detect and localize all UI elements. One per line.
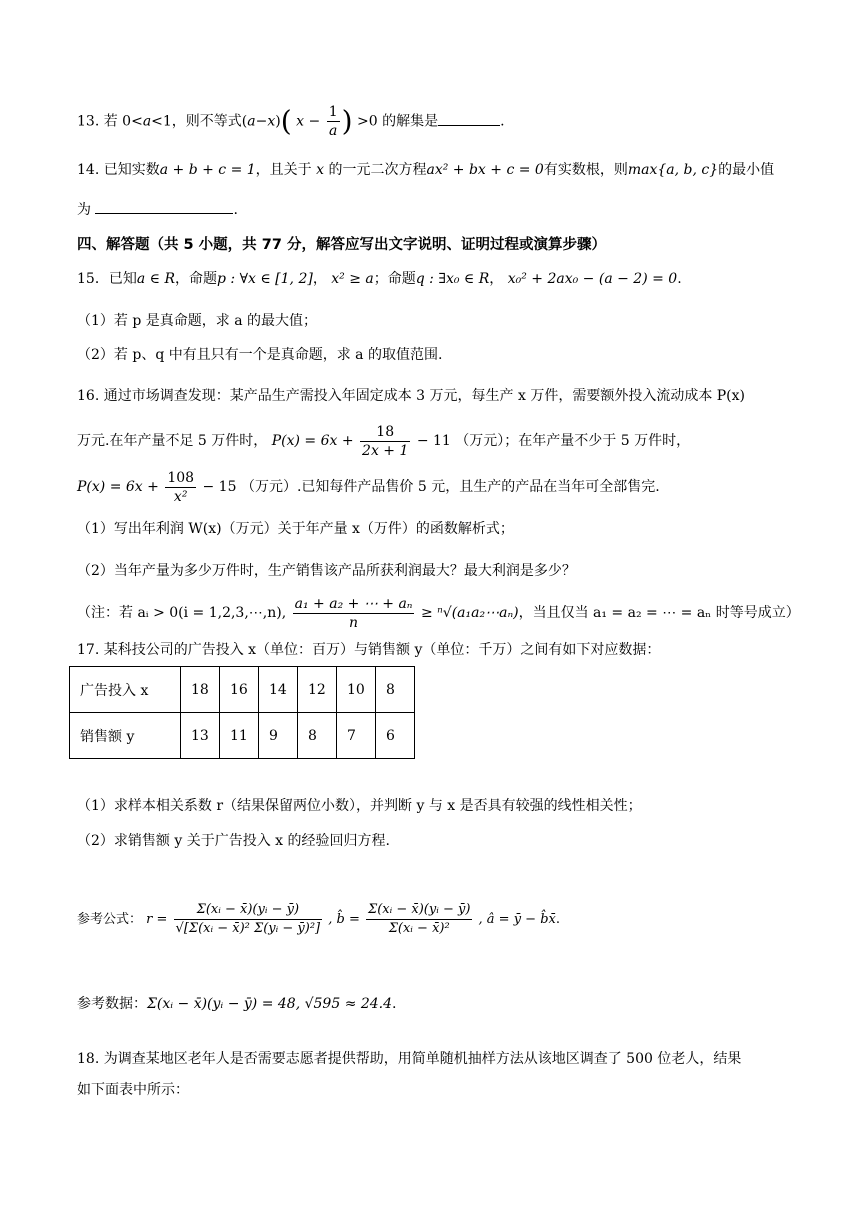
question-16-note: （注：若 aᵢ > 0(i = 1,2,3,⋯,n), $\frac{\text{a₁ + a₂ + ⋯ + aₙ}}{n}$ ≥ ⁿ√(a₁a₂⋯aₙ)，当且仅当 a₁ = a₂ = ⋯ = aₙ 时等号成立） — [77, 595, 800, 631]
reference-formula: 参考公式： r = $\frac{\text{Σ(xᵢ − x̄)(yᵢ − ȳ)}}{\text{√[Σ(xᵢ − x̄)² Σ(yᵢ − ȳ)²]}}$ , b̂ = $\frac{\text{Σ(xᵢ − x̄)(yᵢ − ȳ)}}{\text{Σ(xᵢ − x̄)²}}$ , â = ȳ − b̂x̄. — [77, 902, 560, 936]
table-cell: 10 — [337, 667, 376, 713]
answer-blank-14 — [95, 213, 233, 214]
question-16-line2: 万元.在年产量不足 5 万件时， P(x) = 6x + $\frac{18}{2x + 1}$ − 11 （万元）；在年产量不少于 5 万件时， — [77, 423, 691, 459]
answer-blank-13 — [438, 125, 500, 126]
question-15-part1: （1）若 p 是真命题，求 a 的最大值； — [77, 313, 318, 329]
table-row — [70, 713, 415, 759]
table-row — [70, 667, 415, 713]
b-fraction: $\frac{\text{Σ(xᵢ − x̄)(yᵢ − ȳ)}}{\text{Σ(xᵢ − x̄)²}}$ — [368, 902, 471, 936]
fraction-108-over-x2: $\frac{108}{\text{x²}}$ — [167, 469, 195, 505]
r-fraction: $\frac{\text{Σ(xᵢ − x̄)(yᵢ − ȳ)}}{\text{√[Σ(xᵢ − x̄)² Σ(yᵢ − ȳ)²]}}$ — [175, 902, 321, 936]
fraction-18-over-2x1: $\frac{18}{2x + 1}$ — [362, 423, 409, 459]
table-cell: 6 — [376, 713, 415, 759]
table-cell: 16 — [220, 667, 259, 713]
question-15-part2: （2）若 p、q 中有且只有一个是真命题，求 a 的取值范围. — [77, 347, 443, 363]
question-17-part1: （1）求样本相关系数 r（结果保留两位小数），并判断 y 与 x 是否具有较强的线性相关性； — [77, 798, 642, 814]
table-cell: 11 — [220, 713, 259, 759]
row-label-x: 广告投入 x — [70, 667, 181, 713]
question-14-line1: 14. 已知实数a + b + c = 1，且关于 x 的一元二次方程ax² + bx + c = 0有实数根，则max{a, b, c}的最小值 — [77, 162, 775, 178]
fraction-1-over-a: $\frac{1}{a}$ — [328, 104, 338, 139]
question-15: 15．已知a ∈ R，命题p : ∀x ∈ [1, 2]， x² ≥ a；命题q : ∃x₀ ∈ R， x₀² + 2ax₀ − (a − 2) = 0. — [77, 271, 682, 287]
table-cell: 12 — [298, 667, 337, 713]
question-18-line2: 如下面表中所示： — [77, 1082, 189, 1098]
question-18-line1: 18. 为调查某地区老年人是否需要志愿者提供帮助，用简单随机抽样方法从该地区调查了 500 位老人，结果 — [77, 1051, 742, 1067]
table-cell: 8 — [298, 713, 337, 759]
question-17-part2: （2）求销售额 y 关于广告投入 x 的经验回归方程. — [77, 833, 390, 849]
question-13: 13. 若 0<a<1，则不等式(a−x)( x − $\frac{1}{a}$ ) >0 的解集是 . — [77, 104, 505, 139]
table-cell: 7 — [337, 713, 376, 759]
fraction-mean: $\frac{\text{a₁ + a₂ + ⋯ + aₙ}}{n}$ — [294, 595, 413, 631]
table-cell: 8 — [376, 667, 415, 713]
section-4-heading: 四、解答题（共 5 小题，共 77 分，解答应写出文字说明、证明过程或演算步骤） — [77, 237, 606, 253]
reference-data: 参考数据：Σ(xᵢ − x̄)(yᵢ − ȳ) = 48, √595 ≈ 24.4. — [77, 996, 397, 1012]
question-14-line2: 为 . — [77, 202, 238, 218]
question-16-part1: （1）写出年利润 W(x)（万元）关于年产量 x（万件）的函数解析式； — [77, 521, 514, 537]
table-cell: 18 — [181, 667, 220, 713]
question-16-line1: 16. 通过市场调查发现：某产品生产需投入年固定成本 3 万元，每生产 x 万件，需要额外投入流动成本 P(x) — [77, 388, 746, 404]
row-label-y: 销售额 y — [70, 713, 181, 759]
question-16-line3: P(x) = 6x + $\frac{108}{\text{x²}}$ − 15 （万元）.已知每件产品售价 5 元，且生产的产品在当年可全部售完. — [77, 469, 660, 505]
question-16-part2: （2）当年产量为多少万件时，生产销售该产品所获利润最大？最大利润是多少？ — [77, 563, 576, 579]
table-cell: 13 — [181, 713, 220, 759]
question-17-intro: 17. 某科技公司的广告投入 x（单位：百万）与销售额 y（单位：千万）之间有如下对应数据： — [77, 642, 661, 658]
table-cell: 14 — [259, 667, 298, 713]
table-cell: 9 — [259, 713, 298, 759]
data-table — [69, 666, 415, 759]
